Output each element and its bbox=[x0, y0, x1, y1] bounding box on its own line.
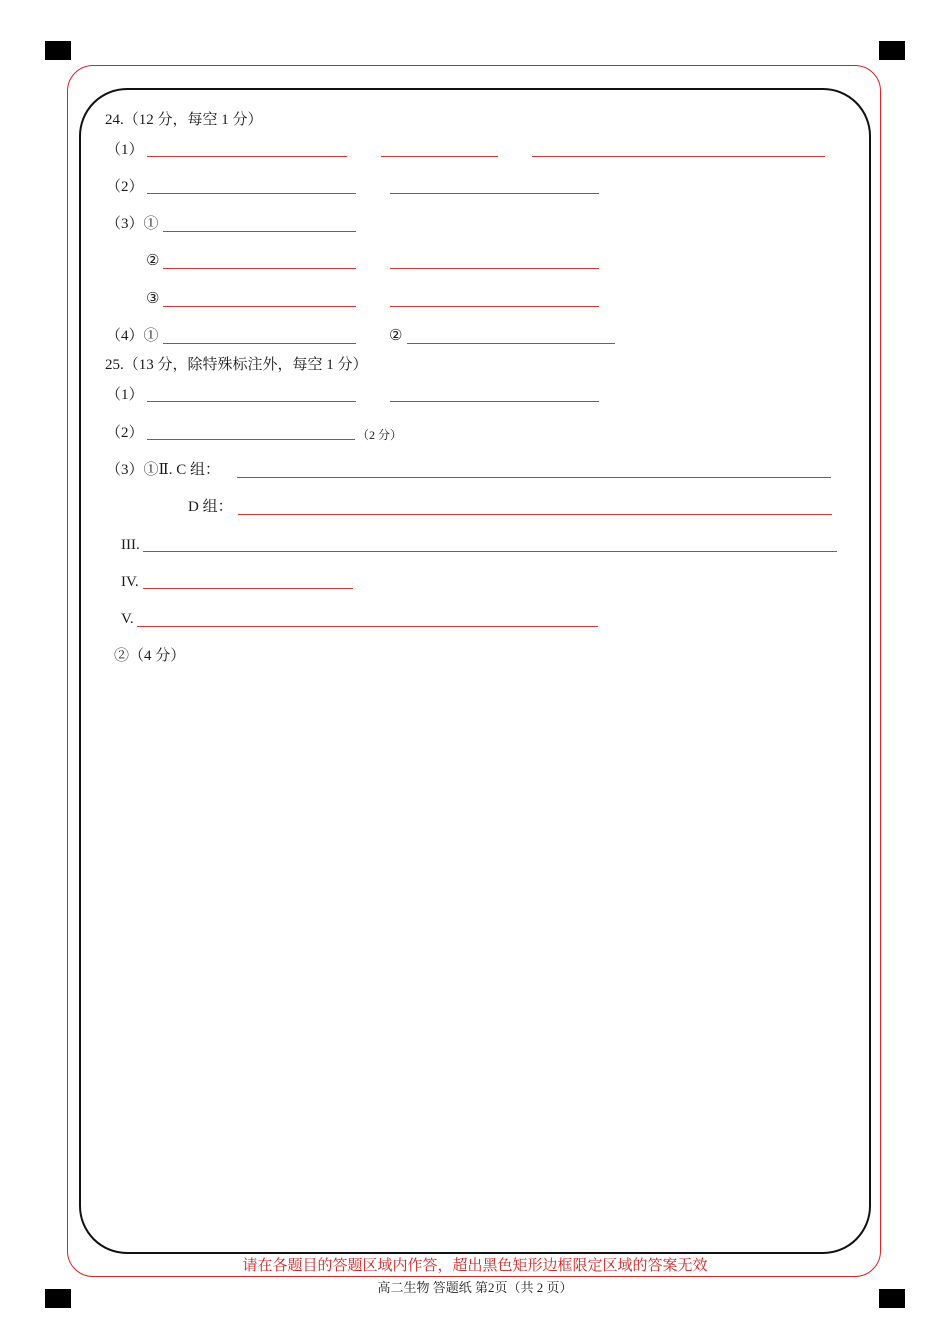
q24-part1-label: （1） bbox=[106, 142, 144, 158]
answer-area-black-border bbox=[79, 88, 871, 1254]
q25-iii-label: III. bbox=[121, 537, 140, 553]
q24-part2-blank-2[interactable] bbox=[390, 193, 599, 194]
q24-heading: 24.（12 分，每空 1 分） bbox=[105, 112, 263, 128]
q24-part4-c1-blank[interactable] bbox=[163, 343, 356, 344]
q25-iv-label: IV. bbox=[121, 574, 139, 590]
q25-part2-score-note: （2 分） bbox=[357, 428, 403, 442]
q24-part4-c2-label: ② bbox=[389, 328, 403, 344]
q25-part2-blank[interactable] bbox=[147, 439, 355, 440]
q24-part3-c3-blank-1[interactable] bbox=[163, 306, 356, 307]
q24-part1-blank-2[interactable] bbox=[381, 156, 498, 157]
q25-part1-blank-2[interactable] bbox=[390, 401, 599, 402]
q24-part1-blank-1[interactable] bbox=[147, 156, 347, 157]
q25-iii-blank[interactable] bbox=[143, 551, 837, 552]
q25-iv-blank[interactable] bbox=[143, 588, 353, 589]
q24-part4-label: （4）① bbox=[106, 328, 159, 344]
registration-mark-top-right bbox=[879, 41, 905, 60]
q25-v-label: V. bbox=[121, 611, 134, 627]
q24-part1-blank-3[interactable] bbox=[532, 156, 825, 157]
page-footer: 高二生物 答题纸 第2页（共 2 页） bbox=[377, 1280, 573, 1295]
q25-part2-label: （2） bbox=[106, 425, 144, 441]
registration-mark-top-left bbox=[45, 41, 71, 60]
q24-part2-label: （2） bbox=[106, 179, 144, 195]
q24-part2-blank-1[interactable] bbox=[147, 193, 356, 194]
q24-part3-label: （3）① bbox=[106, 216, 159, 232]
q25-part1-label: （1） bbox=[106, 387, 144, 403]
q25-group-d-label: D 组： bbox=[188, 499, 233, 515]
answer-area-notice: 请在各题目的答题区域内作答，超出黑色矩形边框限定区域的答案无效 bbox=[242, 1258, 708, 1274]
q24-part3-c2-blank-2[interactable] bbox=[390, 268, 599, 269]
q25-part1-blank-1[interactable] bbox=[147, 401, 356, 402]
q25-v-blank[interactable] bbox=[137, 626, 598, 627]
q25-part3-label: （3）①Ⅱ. C 组： bbox=[106, 462, 220, 478]
q24-part3-c1-blank[interactable] bbox=[163, 231, 356, 232]
q24-part3-c2-label: ② bbox=[146, 253, 160, 269]
q24-part3-c2-blank-1[interactable] bbox=[163, 268, 356, 269]
q24-part3-c3-label: ③ bbox=[146, 291, 160, 307]
q25-group-d-blank[interactable] bbox=[238, 514, 832, 515]
q25-group-c-blank[interactable] bbox=[237, 477, 831, 478]
q24-part4-c2-blank[interactable] bbox=[407, 343, 615, 344]
q25-part3-c2-label: ②（4 分） bbox=[114, 648, 186, 664]
q24-part3-c3-blank-2[interactable] bbox=[390, 306, 599, 307]
q25-heading: 25.（13 分，除特殊标注外，每空 1 分） bbox=[105, 357, 368, 373]
